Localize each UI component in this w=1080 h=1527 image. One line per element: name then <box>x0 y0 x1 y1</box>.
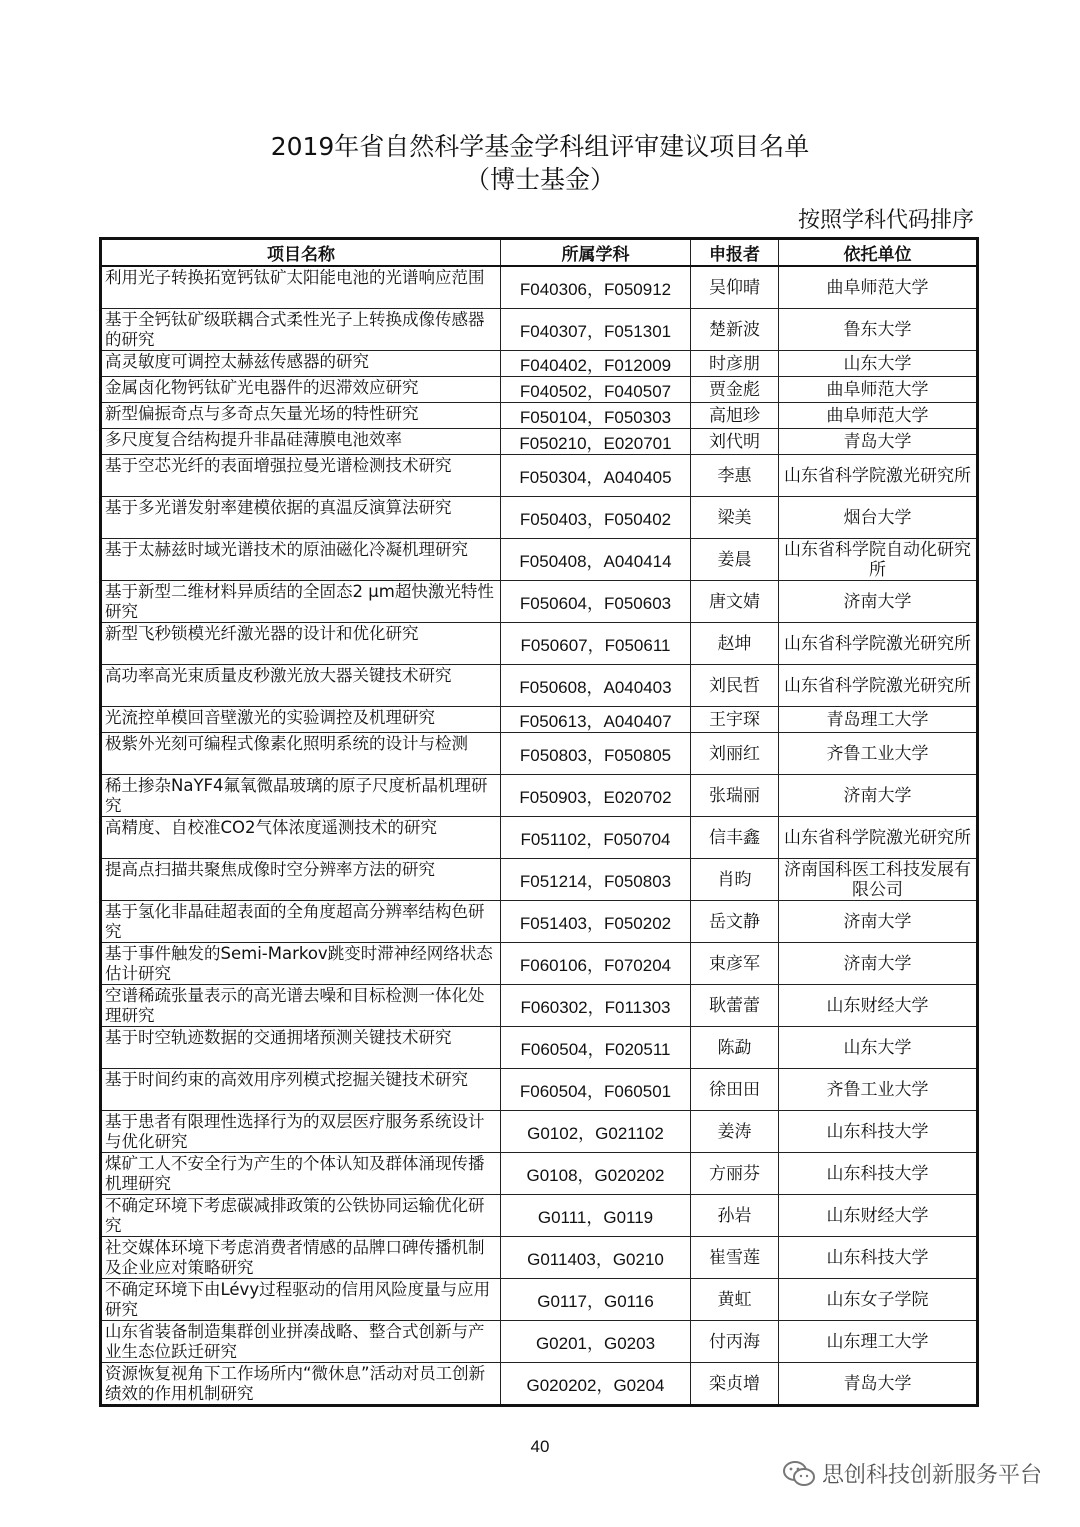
institution-cell: 济南大学 <box>779 775 978 817</box>
table-row <box>101 581 978 623</box>
project-name-cell: 基于太赫兹时域光谱技术的原油磁化冷凝机理研究 <box>101 539 501 581</box>
institution-cell: 山东省科学院激光研究所 <box>779 817 978 859</box>
column-header-discipline: 所属学科 <box>501 239 691 267</box>
project-name-cell: 资源恢复视角下工作场所内“微休息”活动对员工创新绩效的作用机制研究 <box>101 1363 501 1406</box>
table-row <box>101 985 978 1027</box>
project-name-cell: 不确定环境下考虑碳减排政策的公铁协同运输优化研究 <box>101 1195 501 1237</box>
project-name-cell: 基于新型二维材料异质结的全固态2 μm超快激光特性研究 <box>101 581 501 623</box>
applicant-cell: 李惠 <box>691 455 779 497</box>
project-name-cell: 基于时空轨迹数据的交通拥堵预测关键技术研究 <box>101 1027 501 1069</box>
project-name-cell: 极紫外光刻可编程式像素化照明系统的设计与检测 <box>101 733 501 775</box>
applicant-cell: 刘民哲 <box>691 665 779 707</box>
institution-cell: 山东大学 <box>779 1027 978 1069</box>
discipline-code-cell: F040306，F050912 <box>501 266 691 309</box>
discipline-code-cell: F051214，F050803 <box>501 859 691 901</box>
table-row <box>101 1027 978 1069</box>
table-row <box>101 1069 978 1111</box>
applicant-cell: 栾贞增 <box>691 1363 779 1406</box>
table-row <box>101 266 978 309</box>
applicant-cell: 耿蕾蕾 <box>691 985 779 1027</box>
project-name-cell: 金属卤化物钙钛矿光电器件的迟滞效应研究 <box>101 377 501 403</box>
table-row <box>101 1237 978 1279</box>
table-row <box>101 817 978 859</box>
discipline-code-cell: F050403，F050402 <box>501 497 691 539</box>
table-row <box>101 859 978 901</box>
institution-cell: 山东省科学院自动化研究所 <box>779 539 978 581</box>
institution-cell: 济南大学 <box>779 901 978 943</box>
page-number: 40 <box>530 1437 550 1456</box>
column-header-project-name: 项目名称 <box>101 239 501 267</box>
discipline-code-cell: F040402，F012009 <box>501 351 691 377</box>
project-name-cell: 高灵敏度可调控太赫兹传感器的研究 <box>101 351 501 377</box>
project-name-cell: 煤矿工人不安全行为产生的个体认知及群体涌现传播机理研究 <box>101 1153 501 1195</box>
applicant-cell: 姜涛 <box>691 1111 779 1153</box>
discipline-code-cell: F051403，F050202 <box>501 901 691 943</box>
discipline-code-cell: G020202，G0204 <box>501 1363 691 1406</box>
project-name-cell: 多尺度复合结构提升非晶硅薄膜电池效率 <box>101 429 501 455</box>
wechat-icon <box>782 1460 816 1488</box>
table-row <box>101 497 978 539</box>
discipline-code-cell: F050104，F050303 <box>501 403 691 429</box>
applicant-cell: 方丽芬 <box>691 1153 779 1195</box>
watermark-text: 思创科技创新服务平台 <box>821 1463 1042 1488</box>
project-name-cell: 基于患者有限理性选择行为的双层医疗服务系统设计与优化研究 <box>101 1111 501 1153</box>
table-row <box>101 1111 978 1153</box>
institution-cell: 山东财经大学 <box>779 985 978 1027</box>
project-name-cell: 山东省装备制造集群创业拼凑战略、整合式创新与产业生态位跃迁研究 <box>101 1321 501 1363</box>
table-row <box>101 1321 978 1363</box>
discipline-code-cell: F040307，F051301 <box>501 309 691 351</box>
applicant-cell: 赵坤 <box>691 623 779 665</box>
table-row <box>101 901 978 943</box>
discipline-code-cell: F050604，F050603 <box>501 581 691 623</box>
project-name-cell: 新型飞秒锁模光纤激光器的设计和优化研究 <box>101 623 501 665</box>
project-name-cell: 高功率高光束质量皮秒激光放大器关键技术研究 <box>101 665 501 707</box>
institution-cell: 青岛大学 <box>779 1363 978 1406</box>
institution-cell: 山东大学 <box>779 351 978 377</box>
discipline-code-cell: G0117，G0116 <box>501 1279 691 1321</box>
applicant-cell: 付丙海 <box>691 1321 779 1363</box>
institution-cell: 齐鲁工业大学 <box>779 1069 978 1111</box>
project-table <box>99 237 979 1407</box>
applicant-cell: 张瑞丽 <box>691 775 779 817</box>
project-name-cell: 新型偏振奇点与多奇点矢量光场的特性研究 <box>101 403 501 429</box>
discipline-code-cell: F050304，A040405 <box>501 455 691 497</box>
institution-cell: 曲阜师范大学 <box>779 403 978 429</box>
institution-cell: 山东女子学院 <box>779 1279 978 1321</box>
applicant-cell: 楚新波 <box>691 309 779 351</box>
discipline-code-cell: G011403，G0210 <box>501 1237 691 1279</box>
institution-cell: 山东科技大学 <box>779 1153 978 1195</box>
project-name-cell: 基于多光谱发射率建模依据的真温反演算法研究 <box>101 497 501 539</box>
discipline-code-cell: G0201，G0203 <box>501 1321 691 1363</box>
table-row <box>101 309 978 351</box>
institution-cell: 山东省科学院激光研究所 <box>779 623 978 665</box>
applicant-cell: 信丰鑫 <box>691 817 779 859</box>
institution-cell: 山东省科学院激光研究所 <box>779 665 978 707</box>
table-body <box>101 266 978 1406</box>
discipline-code-cell: F051102，F050704 <box>501 817 691 859</box>
page-subtitle: （博士基金） <box>464 165 615 194</box>
discipline-code-cell: F050608，A040403 <box>501 665 691 707</box>
project-name-cell: 基于事件触发的Semi-Markov跳变时滞神经网络状态估计研究 <box>101 943 501 985</box>
discipline-code-cell: F050613，A040407 <box>501 707 691 733</box>
institution-cell: 山东省科学院激光研究所 <box>779 455 978 497</box>
table-row <box>101 1363 978 1406</box>
project-name-cell: 高精度、自校准CO2气体浓度遥测技术的研究 <box>101 817 501 859</box>
institution-cell: 山东科技大学 <box>779 1237 978 1279</box>
institution-cell: 济南大学 <box>779 581 978 623</box>
institution-cell: 曲阜师范大学 <box>779 266 978 309</box>
institution-cell: 青岛理工大学 <box>779 707 978 733</box>
discipline-code-cell: F040502，F040507 <box>501 377 691 403</box>
discipline-code-cell: G0102，G021102 <box>501 1111 691 1153</box>
project-name-cell: 不确定环境下由Lévy过程驱动的信用风险度量与应用研究 <box>101 1279 501 1321</box>
project-name-cell: 基于全钙钛矿级联耦合式柔性光子上转换成像传感器的研究 <box>101 309 501 351</box>
column-header-institution: 依托单位 <box>779 239 978 267</box>
applicant-cell: 刘代明 <box>691 429 779 455</box>
institution-cell: 齐鲁工业大学 <box>779 733 978 775</box>
institution-cell: 山东科技大学 <box>779 1111 978 1153</box>
discipline-code-cell: F050903，E020702 <box>501 775 691 817</box>
applicant-cell: 高旭珍 <box>691 403 779 429</box>
table-row <box>101 1279 978 1321</box>
table-row <box>101 429 978 455</box>
applicant-cell: 刘丽红 <box>691 733 779 775</box>
table-row <box>101 351 978 377</box>
discipline-code-cell: F050408，A040414 <box>501 539 691 581</box>
table-row <box>101 1195 978 1237</box>
applicant-cell: 束彦军 <box>691 943 779 985</box>
applicant-cell: 吴仰晴 <box>691 266 779 309</box>
project-name-cell: 提高点扫描共聚焦成像时空分辨率方法的研究 <box>101 859 501 901</box>
applicant-cell: 姜晨 <box>691 539 779 581</box>
discipline-code-cell: F060106，F070204 <box>501 943 691 985</box>
institution-cell: 青岛大学 <box>779 429 978 455</box>
column-header-applicant: 申报者 <box>691 239 779 267</box>
discipline-code-cell: F050210，E020701 <box>501 429 691 455</box>
institution-cell: 鲁东大学 <box>779 309 978 351</box>
page-title: 2019年省自然科学基金学科组评审建议项目名单 <box>270 132 810 161</box>
applicant-cell: 陈勐 <box>691 1027 779 1069</box>
applicant-cell: 贾金彪 <box>691 377 779 403</box>
table-row <box>101 377 978 403</box>
table-row <box>101 707 978 733</box>
applicant-cell: 徐田田 <box>691 1069 779 1111</box>
watermark <box>782 1458 1042 1489</box>
institution-cell: 济南国科医工科技发展有限公司 <box>779 859 978 901</box>
applicant-cell: 唐文婧 <box>691 581 779 623</box>
table-row <box>101 733 978 775</box>
discipline-code-cell: F050803，F050805 <box>501 733 691 775</box>
applicant-cell: 孙岩 <box>691 1195 779 1237</box>
discipline-code-cell: G0108，G020202 <box>501 1153 691 1195</box>
project-name-cell: 基于时间约束的高效用序列模式挖掘关键技术研究 <box>101 1069 501 1111</box>
table-row <box>101 403 978 429</box>
discipline-code-cell: F060504，F020511 <box>501 1027 691 1069</box>
discipline-code-cell: G0111，G0119 <box>501 1195 691 1237</box>
applicant-cell: 时彦朋 <box>691 351 779 377</box>
sort-note: 按照学科代码排序 <box>797 208 974 233</box>
project-name-cell: 社交媒体环境下考虑消费者情感的品牌口碑传播机制及企业应对策略研究 <box>101 1237 501 1279</box>
institution-cell: 山东财经大学 <box>779 1195 978 1237</box>
project-name-cell: 空谱稀疏张量表示的高光谱去噪和目标检测一体化处理研究 <box>101 985 501 1027</box>
project-name-cell: 光流控单模回音壁激光的实验调控及机理研究 <box>101 707 501 733</box>
discipline-code-cell: F050607，F050611 <box>501 623 691 665</box>
discipline-code-cell: F060504，F060501 <box>501 1069 691 1111</box>
institution-cell: 山东理工大学 <box>779 1321 978 1363</box>
applicant-cell: 梁美 <box>691 497 779 539</box>
applicant-cell: 黄虹 <box>691 1279 779 1321</box>
project-name-cell: 基于氢化非晶硅超表面的全角度超高分辨率结构色研究 <box>101 901 501 943</box>
table-row <box>101 775 978 817</box>
project-name-cell: 利用光子转换拓宽钙钛矿太阳能电池的光谱响应范围 <box>101 266 501 309</box>
discipline-code-cell: F060302，F011303 <box>501 985 691 1027</box>
applicant-cell: 肖昀 <box>691 859 779 901</box>
table-row <box>101 539 978 581</box>
table-row <box>101 943 978 985</box>
institution-cell: 济南大学 <box>779 943 978 985</box>
institution-cell: 曲阜师范大学 <box>779 377 978 403</box>
applicant-cell: 岳文静 <box>691 901 779 943</box>
project-name-cell: 稀土掺杂NaYF4氟氧微晶玻璃的原子尺度析晶机理研究 <box>101 775 501 817</box>
project-name-cell: 基于空芯光纤的表面增强拉曼光谱检测技术研究 <box>101 455 501 497</box>
table-row <box>101 455 978 497</box>
table-row <box>101 623 978 665</box>
applicant-cell: 崔雪莲 <box>691 1237 779 1279</box>
table-row <box>101 665 978 707</box>
table-row <box>101 1153 978 1195</box>
table-header-row <box>101 239 978 267</box>
institution-cell: 烟台大学 <box>779 497 978 539</box>
applicant-cell: 王宇琛 <box>691 707 779 733</box>
